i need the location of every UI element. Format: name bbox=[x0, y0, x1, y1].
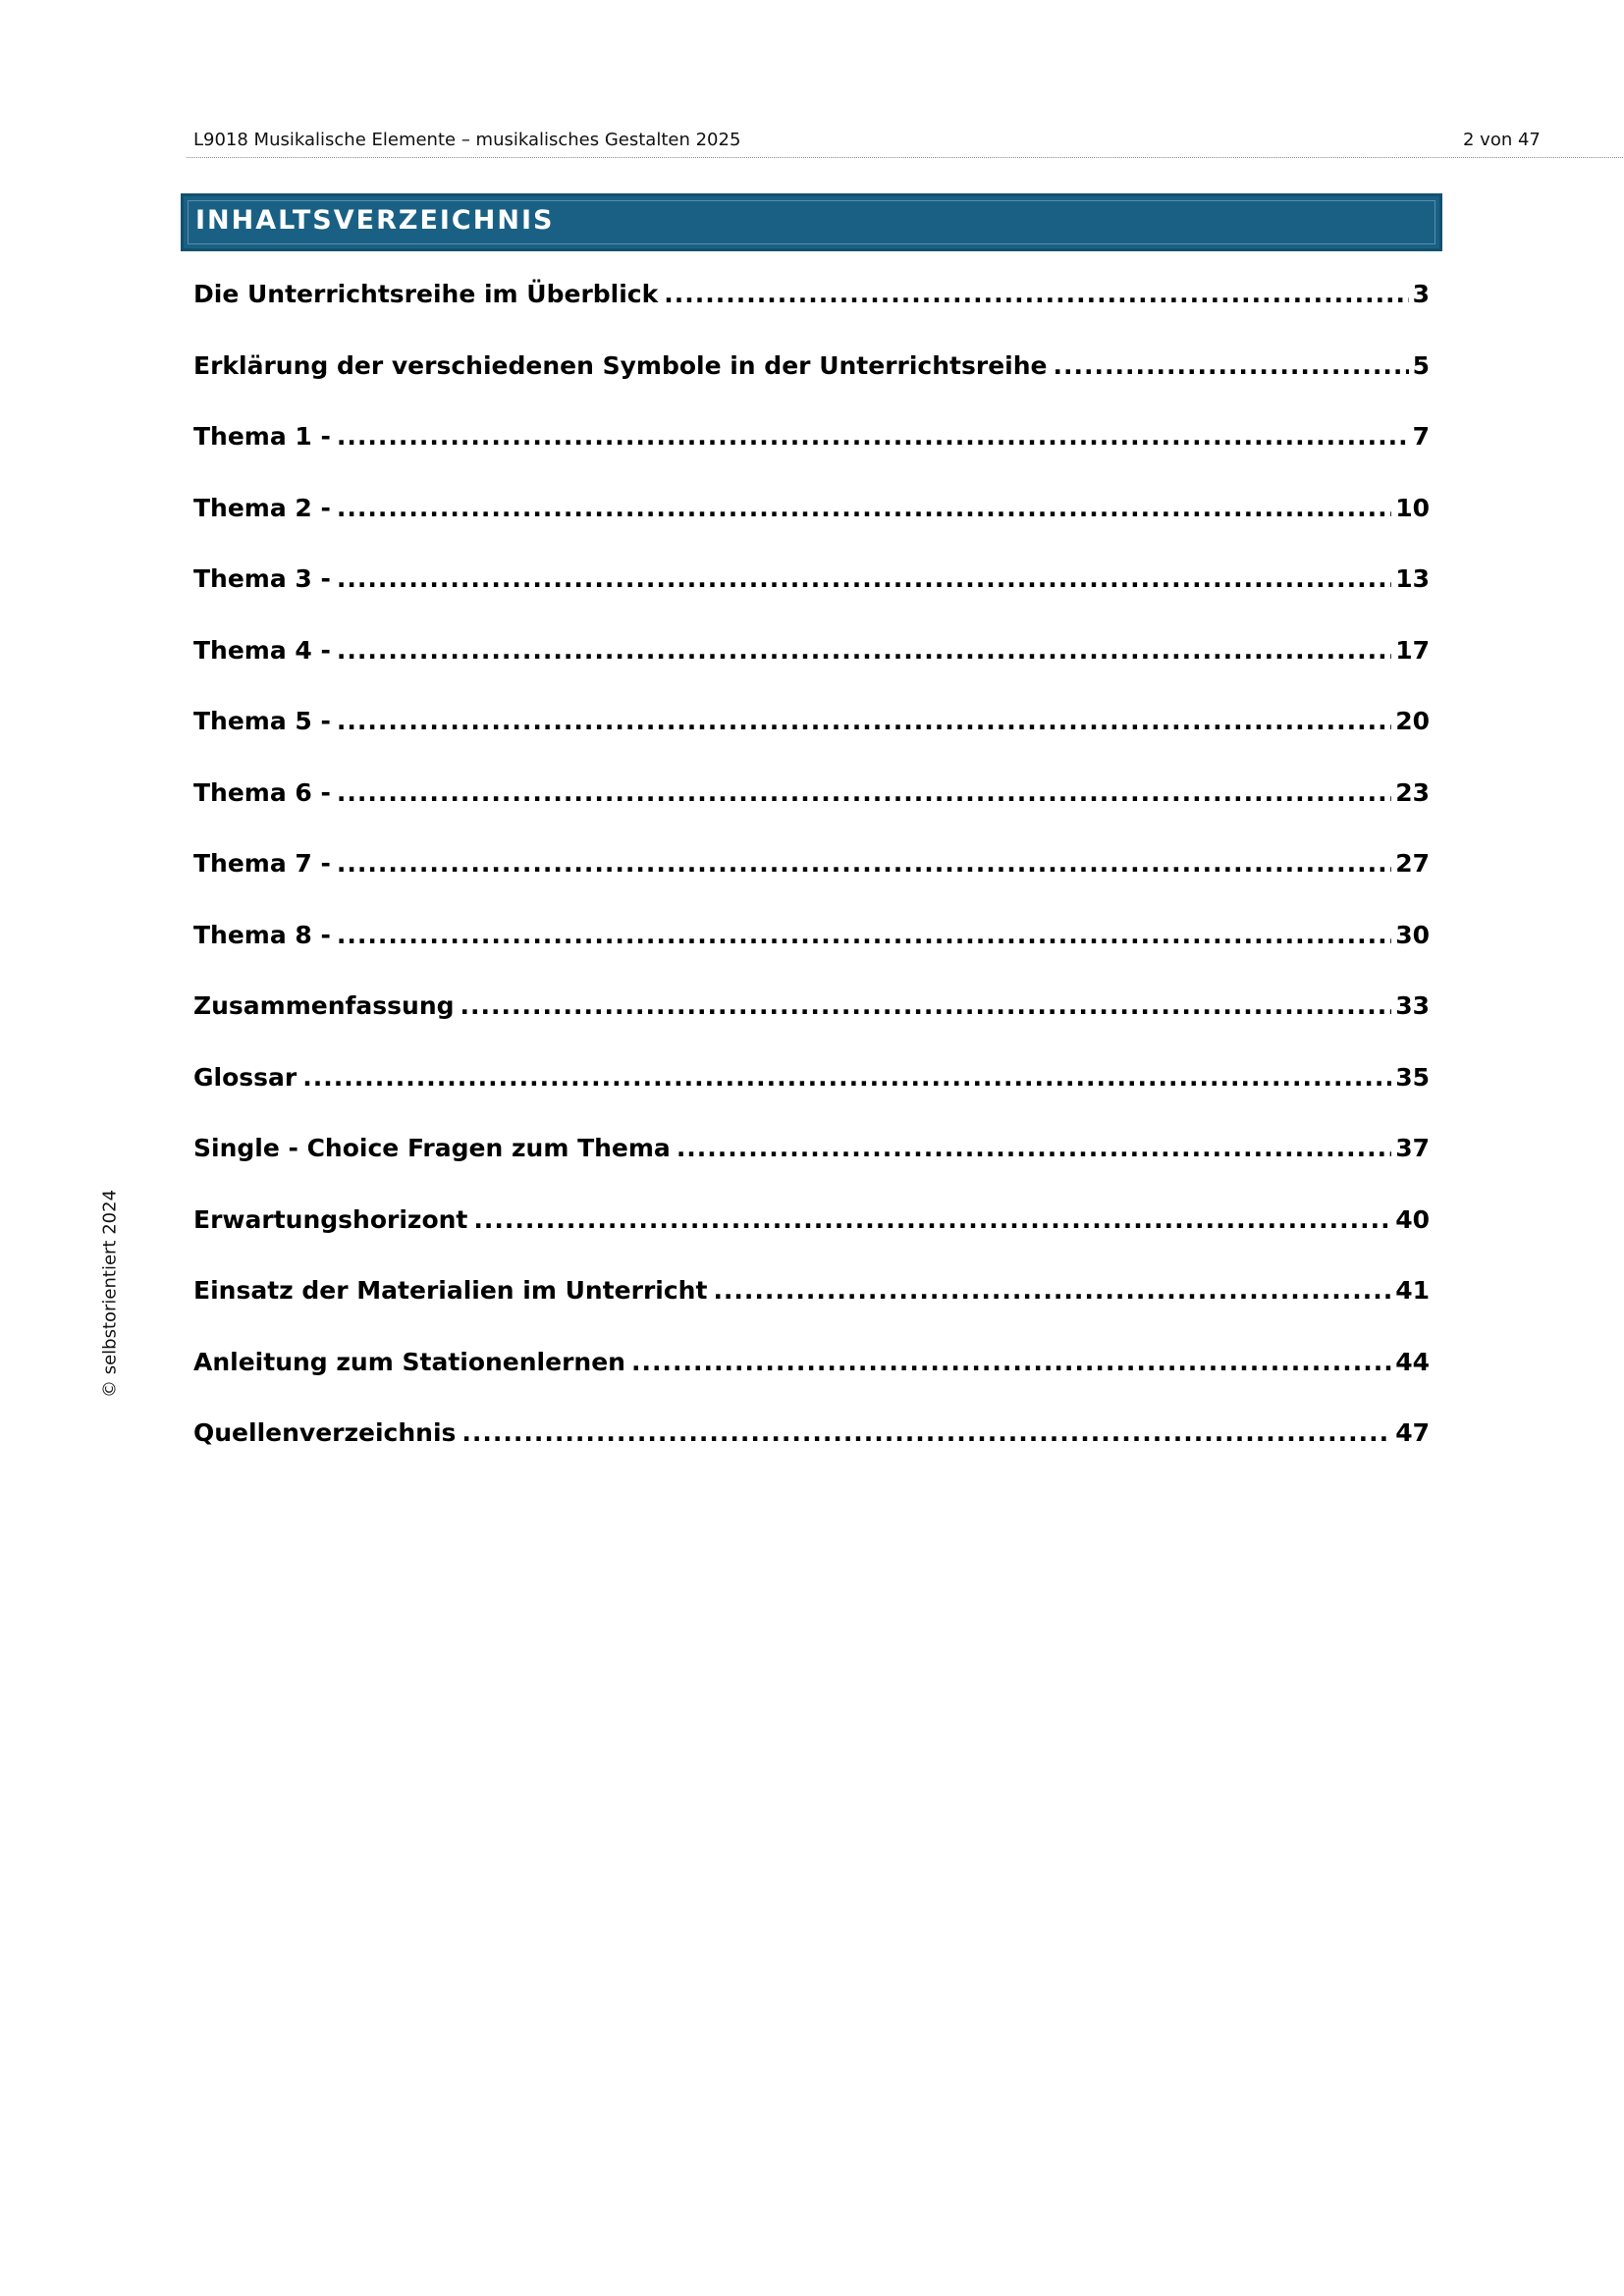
toc-entry-page: 7 bbox=[1412, 422, 1430, 451]
toc-leader-dots bbox=[473, 1205, 1391, 1234]
toc-entry-page: 17 bbox=[1395, 635, 1430, 665]
toc-entry-page: 13 bbox=[1395, 564, 1430, 593]
toc-entry[interactable] bbox=[193, 494, 1430, 565]
toc-leader-dots bbox=[337, 921, 1391, 949]
toc-entry-label: Thema 6 - bbox=[193, 777, 331, 807]
toc-leader-dots bbox=[337, 778, 1391, 807]
toc-entry-label: Erklärung der verschiedenen Symbole in der Unterrichtsreihe bbox=[193, 350, 1048, 380]
toc-entry-label: Thema 7 - bbox=[193, 849, 331, 878]
toc-entry-page: 5 bbox=[1412, 350, 1430, 380]
toc-entry-label: Erwartungshorizont bbox=[193, 1204, 468, 1234]
toc-entry[interactable] bbox=[193, 1134, 1430, 1205]
toc-entry[interactable] bbox=[193, 636, 1430, 708]
toc-entry-page: 40 bbox=[1395, 1204, 1430, 1234]
toc-entry-label: Anleitung zum Stationenlernen bbox=[193, 1347, 625, 1376]
copyright-text: © selbstorientiert 2024 bbox=[99, 1189, 121, 1399]
toc-entry-page: 30 bbox=[1395, 920, 1430, 949]
toc-entry-label: Glossar bbox=[193, 1062, 298, 1092]
toc-entry-label: Zusammenfassung bbox=[193, 991, 455, 1020]
toc-leader-dots bbox=[337, 494, 1391, 522]
toc-leader-dots bbox=[337, 707, 1391, 735]
toc-entry[interactable] bbox=[193, 1418, 1430, 1490]
toc-entry-label: Thema 8 - bbox=[193, 920, 331, 949]
toc-leader-dots bbox=[664, 280, 1408, 308]
toc-entry-page: 47 bbox=[1395, 1418, 1430, 1447]
toc-entry[interactable] bbox=[193, 1276, 1430, 1348]
page-header bbox=[187, 126, 1624, 158]
toc-entry-label: Einsatz der Materialien im Unterricht bbox=[193, 1276, 708, 1305]
toc-entry-label: Quellenverzeichnis bbox=[193, 1418, 457, 1447]
toc-entry[interactable] bbox=[193, 1063, 1430, 1135]
toc-entry-label: Die Unterrichtsreihe im Überblick bbox=[193, 280, 659, 308]
toc-entry-page: 37 bbox=[1395, 1134, 1430, 1162]
toc-leader-dots bbox=[713, 1276, 1391, 1305]
toc-entry[interactable] bbox=[193, 991, 1430, 1063]
toc-entry-label: Single - Choice Fragen zum Thema bbox=[193, 1134, 671, 1162]
toc-leader-dots bbox=[461, 1418, 1391, 1447]
toc-entry[interactable] bbox=[193, 778, 1430, 850]
toc-entry[interactable] bbox=[193, 707, 1430, 778]
document-title: L9018 Musikalische Elemente – musikalisches Gestalten 2025 bbox=[193, 130, 741, 150]
toc-entry-label: Thema 3 - bbox=[193, 564, 331, 593]
toc-entry[interactable] bbox=[193, 849, 1430, 921]
toc-leader-dots bbox=[677, 1134, 1391, 1162]
toc-entry-page: 20 bbox=[1395, 707, 1430, 735]
toc-entry-page: 23 bbox=[1395, 777, 1430, 807]
toc-leader-dots bbox=[337, 564, 1391, 593]
toc-leader-dots bbox=[337, 422, 1409, 451]
toc-entry-label: Thema 5 - bbox=[193, 707, 331, 735]
toc-leader-dots bbox=[1053, 351, 1408, 380]
toc-leader-dots bbox=[460, 991, 1392, 1020]
toc-entry[interactable] bbox=[193, 1348, 1430, 1419]
toc-leader-dots bbox=[337, 636, 1391, 665]
toc-heading: INHALTSVERZEICHNIS bbox=[195, 205, 555, 236]
toc-entry-page: 35 bbox=[1395, 1062, 1430, 1092]
toc-entry[interactable] bbox=[193, 564, 1430, 636]
toc-entry-page: 10 bbox=[1395, 493, 1430, 522]
toc-entry[interactable] bbox=[193, 422, 1430, 494]
toc-leader-dots bbox=[631, 1348, 1391, 1376]
toc-entry-page: 3 bbox=[1412, 280, 1430, 308]
toc-entry[interactable] bbox=[193, 921, 1430, 992]
toc-entry[interactable] bbox=[193, 280, 1430, 351]
toc-entry-page: 33 bbox=[1395, 991, 1430, 1020]
toc-leader-dots bbox=[337, 849, 1391, 878]
toc-entry-label: Thema 2 - bbox=[193, 493, 331, 522]
toc-heading-banner bbox=[181, 193, 1442, 251]
toc-entry[interactable] bbox=[193, 1205, 1430, 1277]
toc-entry[interactable] bbox=[193, 351, 1430, 423]
toc-entry-label: Thema 4 - bbox=[193, 635, 331, 665]
toc-leader-dots bbox=[302, 1063, 1391, 1092]
toc-entry-page: 41 bbox=[1395, 1276, 1430, 1305]
page-number: 2 von 47 bbox=[1463, 130, 1541, 150]
toc-entry-page: 44 bbox=[1395, 1347, 1430, 1376]
toc-entry-label: Thema 1 - bbox=[193, 422, 331, 451]
toc-list bbox=[193, 280, 1430, 1490]
toc-entry-page: 27 bbox=[1395, 849, 1430, 878]
